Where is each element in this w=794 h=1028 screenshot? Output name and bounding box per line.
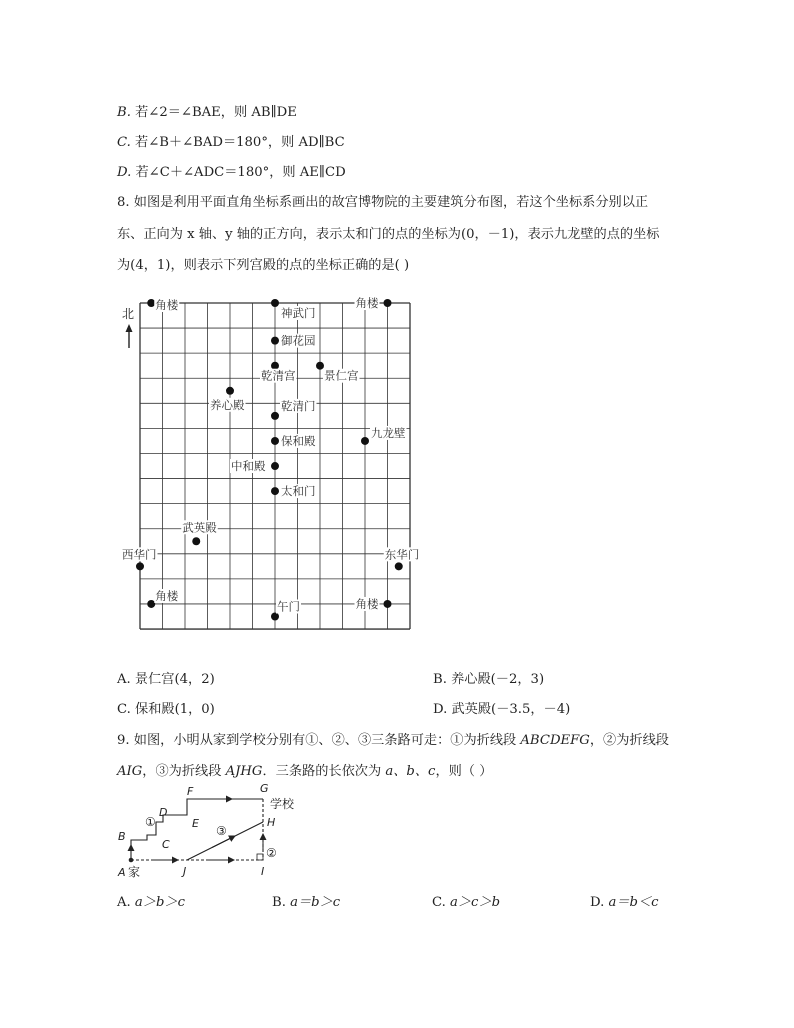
option-text: 若∠2＝∠BAE，则 AB∥DE: [130, 105, 297, 120]
place-dot: [226, 387, 234, 395]
route-1-marker: ①: [145, 815, 156, 829]
label-e: E: [192, 817, 199, 830]
place-dot: [384, 299, 392, 307]
place-label: 角楼: [355, 296, 379, 310]
palace-map: [110, 296, 430, 636]
option-letter: C.: [432, 895, 446, 910]
place-dot: [147, 600, 155, 608]
place-label: 东华门: [384, 547, 420, 562]
place-label: 乾清门: [281, 398, 316, 413]
place-label: 御花园: [281, 333, 316, 348]
route-2-marker: ②: [266, 846, 277, 860]
q9-line2-post2: ，则（ ）: [435, 764, 493, 779]
label-j: J: [183, 865, 187, 878]
place-label: 神武门: [281, 306, 316, 320]
place-label: 西华门: [122, 547, 157, 562]
label-f: F: [187, 785, 194, 798]
label-i: I: [261, 865, 265, 878]
place-label: 九龙壁: [371, 425, 406, 440]
option-letter: D.: [590, 895, 605, 910]
option-c-prev: [117, 131, 345, 150]
option-text: 若∠B＋∠BAD＝180°，则 AD∥BC: [130, 135, 345, 150]
place-dot: [271, 437, 279, 445]
label-c: C: [162, 838, 170, 851]
option-text: a＝b＜c: [604, 895, 659, 910]
q9-option-d[interactable]: [590, 891, 659, 910]
label-home: 家: [128, 865, 141, 879]
north-arrow-head: [126, 324, 133, 332]
option-text: 景仁宫(4，2): [130, 672, 215, 687]
place-dot: [316, 362, 324, 370]
option-text: a＞c＞b: [445, 895, 501, 910]
place-dot: [271, 613, 279, 621]
place-label: 中和殿: [231, 459, 266, 474]
q8-option-b[interactable]: [433, 668, 544, 687]
q9-path-2: AIG: [117, 764, 143, 779]
place-label: 角楼: [355, 596, 379, 611]
place-dot: [395, 562, 403, 570]
north-arrow: [122, 307, 134, 348]
option-letter: B.: [117, 105, 131, 120]
option-text: 武英殿(－3.5，－4): [447, 702, 571, 717]
q9-line2-mid: ，③为折线段: [142, 764, 226, 779]
q9-option-b[interactable]: [272, 891, 340, 910]
q9-option-c[interactable]: [432, 891, 500, 910]
option-letter: C.: [117, 135, 131, 150]
place-dot: [271, 299, 279, 307]
label-d: D: [159, 806, 168, 819]
place-dot: [271, 337, 279, 345]
place-label: 景仁宫: [324, 368, 359, 383]
q9-path-3: AJHG: [225, 764, 263, 779]
q9-vars: a、b、c: [385, 764, 436, 779]
q9-option-a[interactable]: [117, 891, 185, 910]
route-3-marker: ③: [216, 824, 227, 838]
q8-line-1: 8. 如图是利用平面直角坐标系画出的故宫博物院的主要建筑分布图，若这个坐标系分别以正: [117, 195, 649, 210]
option-text: 养心殿(－2，3): [446, 672, 545, 687]
q9-line1-post: ，②为折线段: [589, 733, 669, 748]
option-text: a＞b＞c: [130, 895, 185, 910]
place-dot: [384, 600, 392, 608]
q8-option-c[interactable]: [117, 698, 215, 717]
option-letter: A.: [117, 672, 131, 687]
option-text: a＝b＞c: [285, 895, 341, 910]
option-letter: A.: [117, 895, 131, 910]
label-a: A: [118, 866, 126, 879]
point-a-dot: [129, 858, 134, 863]
label-b: B: [118, 830, 126, 843]
place-dot: [271, 462, 279, 470]
place-label: 保和殿: [281, 433, 316, 448]
label-school: 学校: [270, 797, 295, 811]
q9-line-1: [117, 729, 669, 748]
place-label: 养心殿: [210, 397, 245, 412]
option-letter: B.: [433, 672, 447, 687]
q9-path-1: ABCDEFG: [520, 733, 590, 748]
place-dot: [136, 562, 144, 570]
place-label: 乾清宫: [261, 368, 296, 383]
q9-line2-post1: ．三条路的长依次为: [262, 764, 386, 779]
option-letter: B.: [272, 895, 286, 910]
place-dot: [361, 437, 369, 445]
north-label: 北: [122, 307, 135, 321]
option-letter: D.: [433, 702, 448, 717]
option-d-prev: [117, 161, 346, 180]
route-figure: [112, 782, 312, 877]
place-dot: [147, 299, 155, 307]
q8-line-3: 为(4，1)，则表示下列宫殿的点的坐标正确的是( ): [117, 258, 410, 273]
map-places: [121, 296, 420, 621]
q9-line1-pre: 9. 如图，小明从家到学校分别有①、②、③三条路可走：①为折线段: [117, 733, 521, 748]
label-h: H: [267, 816, 276, 829]
place-label: 角楼: [155, 298, 179, 312]
place-label: 武英殿: [182, 520, 217, 535]
q8-option-a[interactable]: [117, 668, 215, 687]
option-b-prev: [117, 101, 297, 120]
place-dot: [192, 537, 200, 545]
option-letter: C.: [117, 702, 131, 717]
option-letter: D.: [117, 165, 132, 180]
place-label: 角楼: [155, 588, 179, 603]
place-label: 午门: [277, 599, 300, 614]
place-dot: [271, 487, 279, 495]
place-dot: [271, 412, 279, 420]
place-label: 太和门: [281, 484, 316, 499]
option-text: 保和殿(1，0): [130, 702, 215, 717]
right-angle-mark: [257, 854, 263, 860]
q8-option-d[interactable]: [433, 698, 570, 717]
q8-line-2: 东、正向为 x 轴、y 轴的正方向，表示太和门的点的坐标为(0，－1)，表示九龙壁的点的坐标: [117, 227, 660, 242]
label-g: G: [260, 782, 269, 795]
option-text: 若∠C＋∠ADC＝180°，则 AE∥CD: [131, 165, 346, 180]
q9-line-2: [117, 760, 492, 779]
